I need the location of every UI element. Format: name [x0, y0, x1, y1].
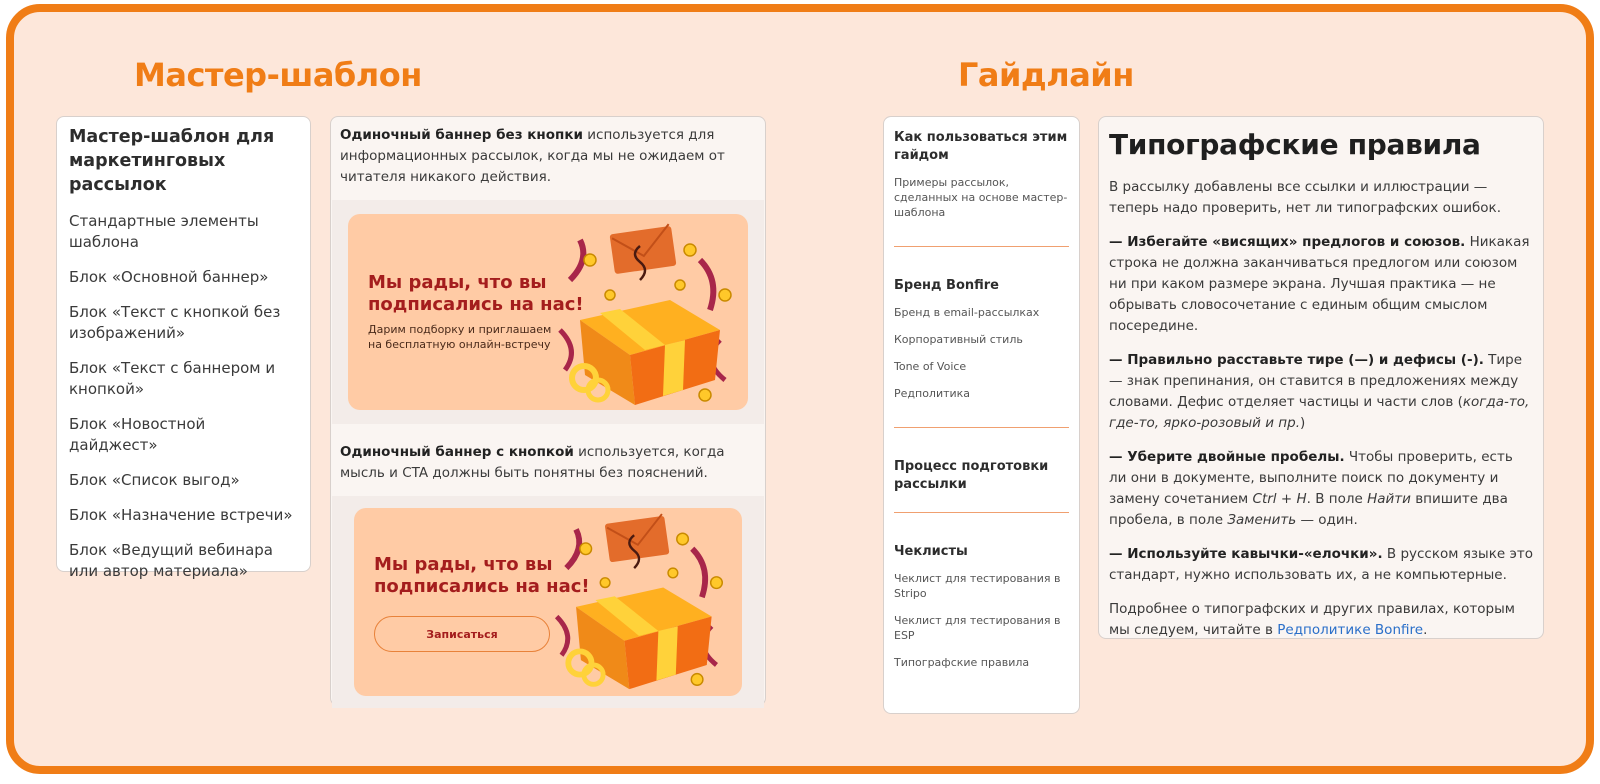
gnav-divider	[894, 512, 1069, 513]
rule4-bold: — Используйте кавычки-«елочки».	[1109, 546, 1383, 562]
gnav-link-typography-rules[interactable]: Типографские правила	[894, 656, 1030, 669]
rule1-bold: — Избегайте «висящих» предлогов и союзов.	[1109, 234, 1466, 250]
article-intro: В рассылку добавлены все ссылки и иллюстрации — теперь надо проверить, нет ли типографских ошибок.	[1109, 179, 1501, 216]
banner2-preview	[332, 496, 764, 708]
banner1-heading: Мы рады, что вы подписались на нас!	[368, 272, 584, 315]
signup-button[interactable]: Записаться	[374, 616, 550, 652]
master-nav-item-host[interactable]: Блок «Ведущий вебинара или автор материала»	[69, 541, 274, 580]
banner1-preview	[332, 200, 764, 424]
banner2	[354, 508, 742, 696]
rule2-examples: когда-то, где-то, ярко-розовый и пр.	[1109, 394, 1530, 431]
master-nav-item-text-banner-button[interactable]: Блок «Текст с баннером и кнопкой»	[69, 359, 276, 398]
master-nav-item-standard[interactable]: Стандартные элементы шаблона	[69, 212, 259, 251]
banner1-description	[339, 125, 757, 188]
banner1-desc-rest: используется для информационных рассылок, когда мы не ожидаем от читателя никакого действия.	[340, 127, 725, 185]
banner-examples	[330, 116, 766, 706]
gnav-heading-how-to[interactable]: Как пользоваться этим гайдом	[894, 130, 1068, 163]
master-section-title: Мастер-шаблон	[134, 56, 422, 94]
master-nav-item-main-banner[interactable]: Блок «Основной баннер»	[69, 268, 269, 286]
gnav-heading-checklists[interactable]: Чеклисты	[894, 544, 968, 559]
gnav-divider	[894, 427, 1069, 428]
outro-end: .	[1423, 622, 1428, 638]
master-nav-item-meeting[interactable]: Блок «Назначение встречи»	[69, 506, 293, 524]
rule3-text-c: впишите два пробела, в поле	[1109, 491, 1508, 528]
rule-hanging-prepositions	[1109, 232, 1533, 337]
master-nav	[56, 116, 311, 580]
banner1-desc-bold: Одиночный баннер без кнопки	[340, 127, 583, 143]
rule-quotes	[1109, 544, 1533, 586]
banner2-heading: Мы рады, что вы подписались на нас!	[374, 554, 590, 597]
gnav-link-tone-of-voice[interactable]: Tone of Voice	[894, 360, 967, 373]
guideline-section-title: Гайдлайн	[958, 56, 1134, 94]
rule3-text-a: Чтобы проверить, есть ли они в документе, выполните поиск по документу и замену сочетанием	[1109, 449, 1513, 507]
outro-text: Подробнее о типографских и других правилах, которым мы следуем, читайте в	[1109, 601, 1515, 638]
rule3-bold: — Уберите двойные пробелы.	[1109, 449, 1345, 465]
master-nav-title: Мастер-шаблон для маркетинговых рассылок	[69, 127, 275, 195]
gift-box-icon	[550, 220, 740, 410]
gnav-link-corporate-style[interactable]: Корпоративный стиль	[894, 333, 1023, 346]
rule3-replace-field: Заменить	[1227, 512, 1297, 528]
article-outro	[1109, 599, 1533, 641]
rule1-text: Никакая строка не должна заканчиваться предлогом или союзом ни при каком размере экрана. Лучшая практика — не обрывать словосочетание с единым общим смыслом посередине.	[1109, 234, 1530, 334]
gift-box-icon	[544, 510, 734, 694]
article-title: Типографские правила	[1109, 128, 1481, 161]
rule3-text-d: — один.	[1296, 512, 1358, 528]
gnav-link-editorial-policy[interactable]: Редполитика	[894, 387, 971, 400]
gnav-heading-brand[interactable]: Бренд Bonfire	[894, 278, 999, 293]
rule4-text: В русском языке это стандарт, нужно использовать их, а не компьютерные.	[1109, 546, 1533, 583]
rule-double-spaces	[1109, 447, 1533, 531]
gnav-link-brand-email[interactable]: Бренд в email-рассылках	[894, 306, 1040, 319]
rule2-end: )	[1299, 415, 1306, 431]
gnav-link-checklist-esp[interactable]: Чеклист для тестирования в ESP	[894, 614, 1061, 642]
master-nav-item-benefits[interactable]: Блок «Список выгод»	[69, 471, 240, 489]
rule3-text-b: . В поле	[1306, 491, 1368, 507]
gnav-link-checklist-stripo[interactable]: Чеклист для тестирования в Stripo	[894, 572, 1061, 600]
gnav-link-examples[interactable]: Примеры рассылок, сделанных на основе мастер-шаблона	[894, 176, 1068, 219]
gnav-divider	[894, 246, 1069, 247]
typography-article	[1098, 116, 1544, 639]
editorial-policy-link[interactable]: Редполитике Bonfire	[1277, 622, 1424, 638]
rule-dashes	[1109, 350, 1533, 434]
banner2-desc-bold: Одиночный баннер с кнопкой	[340, 444, 574, 460]
guideline-nav	[883, 116, 1080, 714]
banner2-description	[339, 442, 757, 484]
rule2-text: Тире — знак препинания, он ставится в предложениях между словами. Дефис отделяет частицы и части слов (	[1109, 352, 1523, 410]
master-nav-item-digest[interactable]: Блок «Новостной дайджест»	[69, 415, 206, 454]
rule2-bold: — Правильно расставьте тире (—) и дефисы (-).	[1109, 352, 1484, 368]
rule3-shortcut: Ctrl + H	[1252, 491, 1307, 507]
rule3-find-field: Найти	[1367, 491, 1411, 507]
banner1	[348, 214, 748, 410]
banner1-subtext: Дарим подборку и приглашаем на бесплатную онлайн-встречу	[368, 323, 552, 351]
gnav-heading-process[interactable]: Процесс подготовки рассылки	[894, 459, 1049, 492]
master-nav-item-text-button[interactable]: Блок «Текст с кнопкой без изображений»	[69, 303, 281, 342]
banner2-desc-rest: используется, когда мысль и CTA должны быть понятны без пояснений.	[340, 444, 725, 481]
